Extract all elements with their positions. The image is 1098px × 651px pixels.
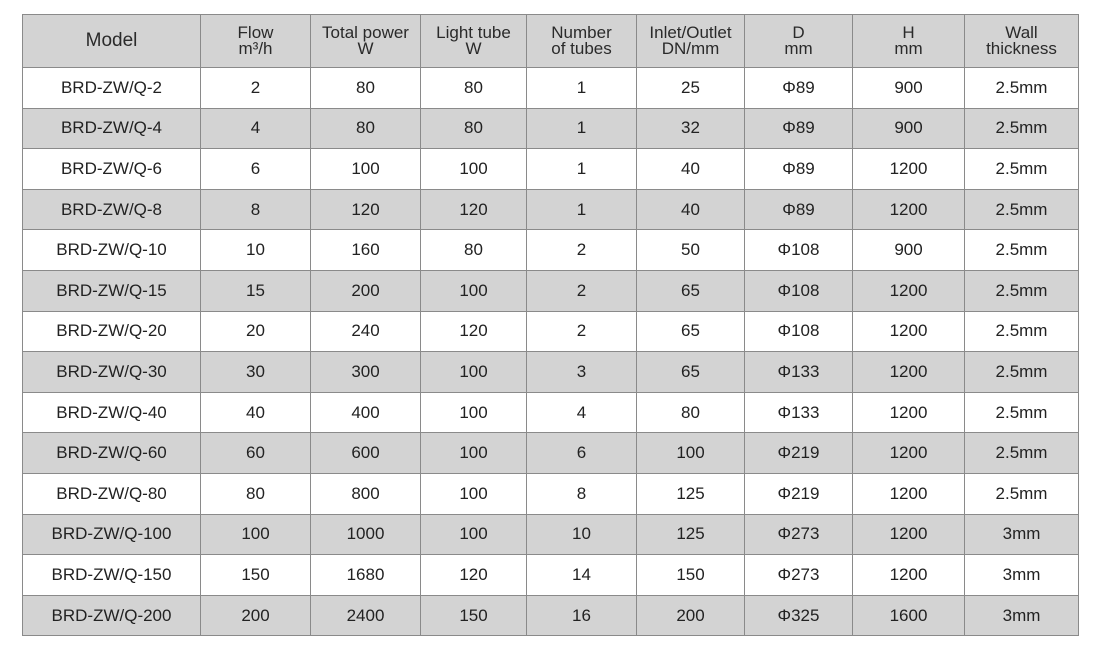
cell-flow: 8 [201, 189, 311, 230]
cell-inlet-outlet: 25 [637, 68, 745, 109]
cell-number-of-tubes: 16 [527, 595, 637, 636]
cell-light-tube: 100 [421, 149, 527, 190]
cell-number-of-tubes: 6 [527, 433, 637, 474]
cell-model: BRD-ZW/Q-10 [23, 230, 201, 271]
column-header-light-tube [421, 15, 527, 68]
cell-flow: 200 [201, 595, 311, 636]
cell-inlet-outlet: 80 [637, 392, 745, 433]
column-header-wall-thickness [965, 15, 1079, 68]
cell-number-of-tubes: 14 [527, 555, 637, 596]
column-header-label: Total power [322, 23, 409, 42]
cell-light-tube: 80 [421, 108, 527, 149]
cell-light-tube: 80 [421, 68, 527, 109]
cell-diameter: Φ108 [745, 311, 853, 352]
table-row [23, 189, 1079, 230]
cell-wall-thickness: 2.5mm [965, 433, 1079, 474]
cell-height: 1200 [853, 392, 965, 433]
cell-flow: 30 [201, 352, 311, 393]
cell-diameter: Φ133 [745, 392, 853, 433]
cell-total-power: 1000 [311, 514, 421, 555]
table-row [23, 392, 1079, 433]
cell-height: 1200 [853, 149, 965, 190]
column-header-unit: mm [784, 39, 813, 58]
cell-wall-thickness: 2.5mm [965, 352, 1079, 393]
cell-total-power: 120 [311, 189, 421, 230]
cell-height: 900 [853, 68, 965, 109]
cell-model: BRD-ZW/Q-150 [23, 555, 201, 596]
cell-flow: 150 [201, 555, 311, 596]
table-row [23, 514, 1079, 555]
cell-height: 1600 [853, 595, 965, 636]
cell-total-power: 600 [311, 433, 421, 474]
table-row [23, 149, 1079, 190]
column-header-inlet-outlet [637, 15, 745, 68]
column-header-model [23, 15, 201, 68]
cell-light-tube: 120 [421, 189, 527, 230]
cell-flow: 40 [201, 392, 311, 433]
table-row [23, 108, 1079, 149]
cell-number-of-tubes: 2 [527, 311, 637, 352]
cell-diameter: Φ219 [745, 433, 853, 474]
cell-number-of-tubes: 1 [527, 68, 637, 109]
table-row [23, 555, 1079, 596]
column-header-total-power [311, 15, 421, 68]
cell-diameter: Φ89 [745, 108, 853, 149]
column-header-flow [201, 15, 311, 68]
cell-flow: 2 [201, 68, 311, 109]
cell-number-of-tubes: 2 [527, 270, 637, 311]
cell-number-of-tubes: 4 [527, 392, 637, 433]
column-header-label: Light tube [436, 23, 511, 42]
column-header-number-of-tubes [527, 15, 637, 68]
cell-wall-thickness: 2.5mm [965, 230, 1079, 271]
cell-diameter: Φ273 [745, 514, 853, 555]
cell-height: 1200 [853, 270, 965, 311]
column-header-label: Model [85, 30, 138, 51]
cell-diameter: Φ89 [745, 189, 853, 230]
cell-wall-thickness: 2.5mm [965, 311, 1079, 352]
table-row [23, 595, 1079, 636]
cell-total-power: 2400 [311, 595, 421, 636]
cell-model: BRD-ZW/Q-200 [23, 595, 201, 636]
cell-total-power: 200 [311, 270, 421, 311]
cell-height: 1200 [853, 311, 965, 352]
cell-flow: 100 [201, 514, 311, 555]
cell-wall-thickness: 2.5mm [965, 149, 1079, 190]
column-header-unit: DN/mm [661, 39, 720, 58]
cell-flow: 80 [201, 473, 311, 514]
column-header-unit: m³/h [238, 39, 273, 58]
cell-model: BRD-ZW/Q-6 [23, 149, 201, 190]
column-header-unit: thickness [986, 39, 1057, 58]
cell-wall-thickness: 2.5mm [965, 68, 1079, 109]
table-row [23, 433, 1079, 474]
cell-height: 900 [853, 108, 965, 149]
cell-inlet-outlet: 50 [637, 230, 745, 271]
cell-diameter: Φ133 [745, 352, 853, 393]
cell-height: 1200 [853, 514, 965, 555]
cell-model: BRD-ZW/Q-60 [23, 433, 201, 474]
cell-wall-thickness: 2.5mm [965, 189, 1079, 230]
cell-light-tube: 100 [421, 473, 527, 514]
cell-light-tube: 100 [421, 514, 527, 555]
column-header-label: Flow [237, 23, 274, 42]
column-header-unit: mm [894, 39, 923, 58]
cell-model: BRD-ZW/Q-40 [23, 392, 201, 433]
table-row [23, 311, 1079, 352]
cell-total-power: 300 [311, 352, 421, 393]
cell-inlet-outlet: 125 [637, 473, 745, 514]
column-header-height [853, 15, 965, 68]
cell-model: BRD-ZW/Q-4 [23, 108, 201, 149]
cell-diameter: Φ108 [745, 270, 853, 311]
cell-light-tube: 100 [421, 270, 527, 311]
cell-light-tube: 80 [421, 230, 527, 271]
cell-height: 900 [853, 230, 965, 271]
cell-number-of-tubes: 3 [527, 352, 637, 393]
cell-light-tube: 100 [421, 352, 527, 393]
cell-inlet-outlet: 65 [637, 352, 745, 393]
cell-model: BRD-ZW/Q-20 [23, 311, 201, 352]
cell-diameter: Φ325 [745, 595, 853, 636]
column-header-unit: W [357, 39, 374, 58]
cell-number-of-tubes: 1 [527, 149, 637, 190]
cell-diameter: Φ273 [745, 555, 853, 596]
cell-model: BRD-ZW/Q-100 [23, 514, 201, 555]
column-header-unit: of tubes [551, 39, 612, 58]
cell-total-power: 160 [311, 230, 421, 271]
cell-total-power: 400 [311, 392, 421, 433]
table-row [23, 270, 1079, 311]
table-header [23, 15, 1079, 68]
cell-inlet-outlet: 200 [637, 595, 745, 636]
cell-total-power: 80 [311, 108, 421, 149]
cell-total-power: 800 [311, 473, 421, 514]
cell-height: 1200 [853, 555, 965, 596]
cell-height: 1200 [853, 473, 965, 514]
cell-height: 1200 [853, 433, 965, 474]
cell-model: BRD-ZW/Q-8 [23, 189, 201, 230]
column-header-label: Number [551, 23, 612, 42]
cell-diameter: Φ219 [745, 473, 853, 514]
cell-total-power: 1680 [311, 555, 421, 596]
cell-wall-thickness: 2.5mm [965, 270, 1079, 311]
cell-inlet-outlet: 32 [637, 108, 745, 149]
column-header-label: Inlet/Outlet [649, 23, 732, 42]
cell-inlet-outlet: 125 [637, 514, 745, 555]
cell-inlet-outlet: 40 [637, 149, 745, 190]
column-header-label: Wall [1005, 23, 1038, 42]
cell-number-of-tubes: 10 [527, 514, 637, 555]
cell-flow: 60 [201, 433, 311, 474]
cell-inlet-outlet: 65 [637, 270, 745, 311]
table-row [23, 230, 1079, 271]
column-header-label: D [792, 23, 805, 42]
cell-wall-thickness: 2.5mm [965, 473, 1079, 514]
cell-flow: 20 [201, 311, 311, 352]
cell-wall-thickness: 3mm [965, 595, 1079, 636]
header-row [23, 15, 1079, 68]
cell-number-of-tubes: 1 [527, 108, 637, 149]
cell-diameter: Φ89 [745, 68, 853, 109]
cell-wall-thickness: 2.5mm [965, 392, 1079, 433]
cell-light-tube: 120 [421, 555, 527, 596]
cell-total-power: 240 [311, 311, 421, 352]
cell-inlet-outlet: 40 [637, 189, 745, 230]
cell-inlet-outlet: 150 [637, 555, 745, 596]
cell-diameter: Φ108 [745, 230, 853, 271]
column-header-unit: W [465, 39, 482, 58]
cell-diameter: Φ89 [745, 149, 853, 190]
column-header-label: H [902, 23, 915, 42]
cell-light-tube: 100 [421, 433, 527, 474]
cell-model: BRD-ZW/Q-15 [23, 270, 201, 311]
table-row [23, 473, 1079, 514]
cell-light-tube: 150 [421, 595, 527, 636]
cell-wall-thickness: 3mm [965, 514, 1079, 555]
table-row [23, 68, 1079, 109]
cell-flow: 6 [201, 149, 311, 190]
cell-light-tube: 100 [421, 392, 527, 433]
cell-wall-thickness: 3mm [965, 555, 1079, 596]
cell-model: BRD-ZW/Q-2 [23, 68, 201, 109]
cell-number-of-tubes: 1 [527, 189, 637, 230]
cell-wall-thickness: 2.5mm [965, 108, 1079, 149]
cell-model: BRD-ZW/Q-30 [23, 352, 201, 393]
table-body [23, 68, 1079, 636]
cell-inlet-outlet: 100 [637, 433, 745, 474]
cell-number-of-tubes: 2 [527, 230, 637, 271]
cell-flow: 15 [201, 270, 311, 311]
cell-total-power: 100 [311, 149, 421, 190]
table-row [23, 352, 1079, 393]
cell-light-tube: 120 [421, 311, 527, 352]
column-header-diameter [745, 15, 853, 68]
cell-flow: 4 [201, 108, 311, 149]
cell-flow: 10 [201, 230, 311, 271]
spec-table [22, 14, 1079, 636]
cell-inlet-outlet: 65 [637, 311, 745, 352]
cell-height: 1200 [853, 189, 965, 230]
cell-total-power: 80 [311, 68, 421, 109]
cell-model: BRD-ZW/Q-80 [23, 473, 201, 514]
cell-height: 1200 [853, 352, 965, 393]
cell-number-of-tubes: 8 [527, 473, 637, 514]
